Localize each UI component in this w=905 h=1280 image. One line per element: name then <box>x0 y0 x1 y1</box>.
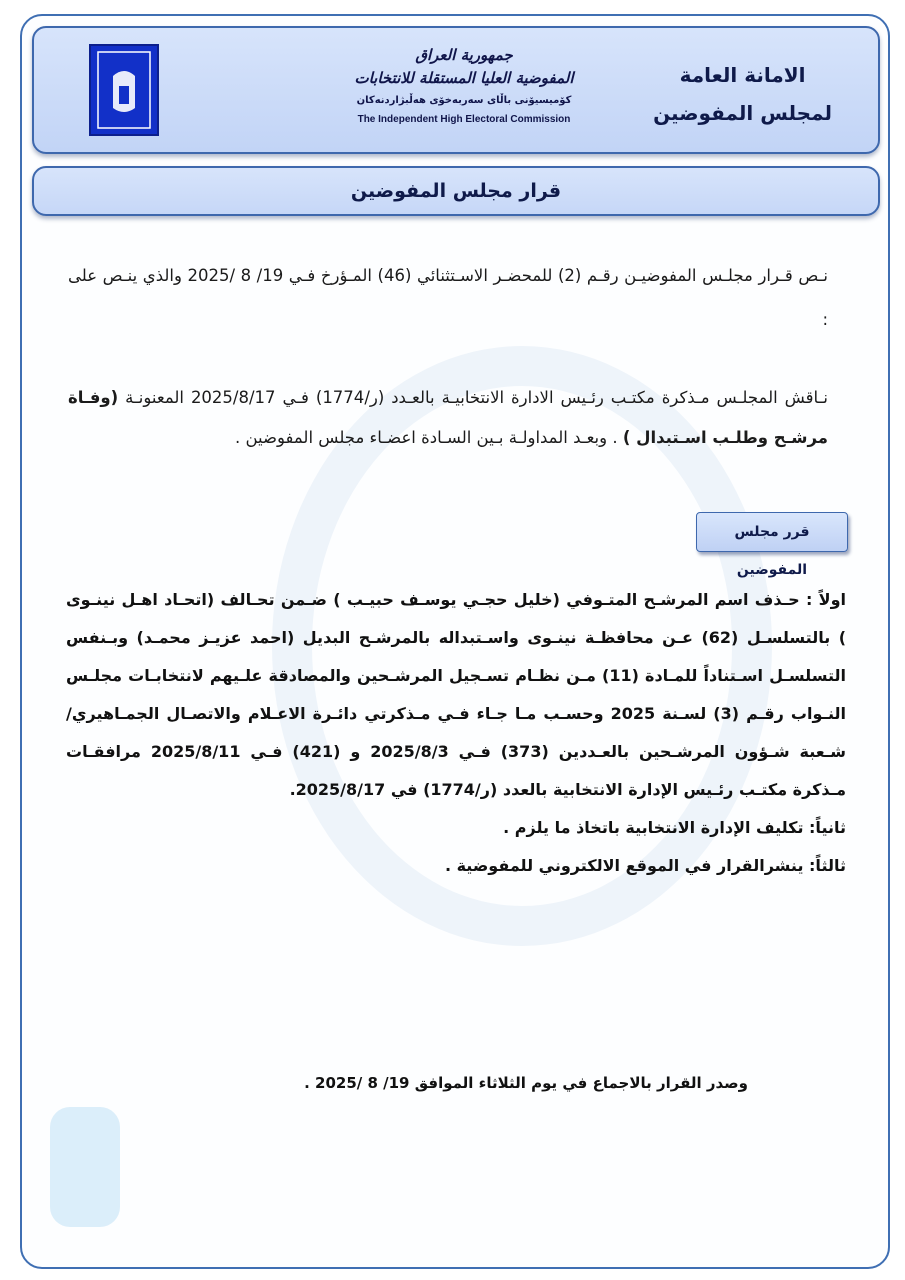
secretariat-line2: لمجلس المفوضين <box>653 101 832 125</box>
commission-logo <box>89 44 159 136</box>
discussion-text-end: . وبعـد المداولـة بـين السـادة اعضـاء مجلس المفوضين . <box>234 428 623 447</box>
commission-english-name: The Independent High Electoral Commission <box>357 114 571 125</box>
decided-label-box: قرر مجلس المفوضين <box>696 512 848 552</box>
decision-item-third: ثالثاً: ينشرالقرار في الموقع الالكتروني للمفوضية . <box>444 856 846 875</box>
discussion-text-start: نـاقش المجلـس مـذكرة مكتـب رئـيس الادارة الانتخابيـة بالعـدد (ر/1774) فـي 2025/8/17 المعنونـة <box>118 388 828 407</box>
commission-name <box>339 44 589 128</box>
decision-item-second: ثانياً: تكليف الإدارة الانتخابية باتخاذ ما يلزم . <box>503 818 846 837</box>
secretariat-title <box>653 56 832 132</box>
commission-arabic-name: المفوضية العليا المستقلة للانتخابات <box>354 69 574 87</box>
closing-statement: وصدر القرار بالاجماع في يوم الثلاثاء الموافق 19/ 8 /2025 . <box>304 1074 748 1092</box>
document-page <box>20 14 890 1269</box>
commission-logo-icon <box>91 46 157 134</box>
republic-of-iraq-text: جمهورية العراق <box>415 46 513 64</box>
decision-items <box>66 581 846 885</box>
discussion-subject: (وفـاة مرشـح وطلـب اسـتبدال ) <box>68 388 828 447</box>
decision-item-first: اولاً : حـذف اسم المرشـح المتـوفي (خليل حجـي يوسـف حبيـب ) ضـمن تحـالف (اتحـاد اهـل نينـوى ) بالتسلسـل (62) عـن محافظـة نينـوى واسـتبداله بالمرشـح البديل (احمد عزيـز محمـد) وبـنفس التسلسـل اسـتناداً للمـادة (11) مـن نظـام تسـجيل المرشـحين والمصادقة علـيهم لانتخابـات مجلـس النـواب رقـم (3) لسـنة 2025 وحسـب مـا جـاء فـي مـذكرتي دائـرة الاعـلام والاتصـال الجمـاهيري/شـعبة شـؤون المرشـحين بالعـددين (373) فـي 2025/8/3 و (421) فـي 2025/8/11 مرافقـات مـذكرة مكتـب رئـيس الإدارة الانتخابية بالعدد (ر/1774) في 2025/8/17. <box>66 590 846 799</box>
letterhead <box>32 26 880 154</box>
commission-kurdish-name: كۆمیسیۆنی باڵای سەربەخۆی هەڵبژاردنەکان <box>356 95 572 106</box>
decision-title: قرار مجلس المفوضين <box>350 180 562 202</box>
discussion-paragraph <box>68 378 828 458</box>
decision-title-bar <box>32 166 880 216</box>
corner-logo-mark <box>50 1107 120 1227</box>
intro-paragraph: نـص قـرار مجلـس المفوضيـن رقـم (2) للمحضـر الاسـتثنائي (46) المـؤرخ فـي 19/ 8 /2025 والذي ينـص على : <box>68 266 829 329</box>
secretariat-line1: الامانة العامة <box>679 63 806 87</box>
